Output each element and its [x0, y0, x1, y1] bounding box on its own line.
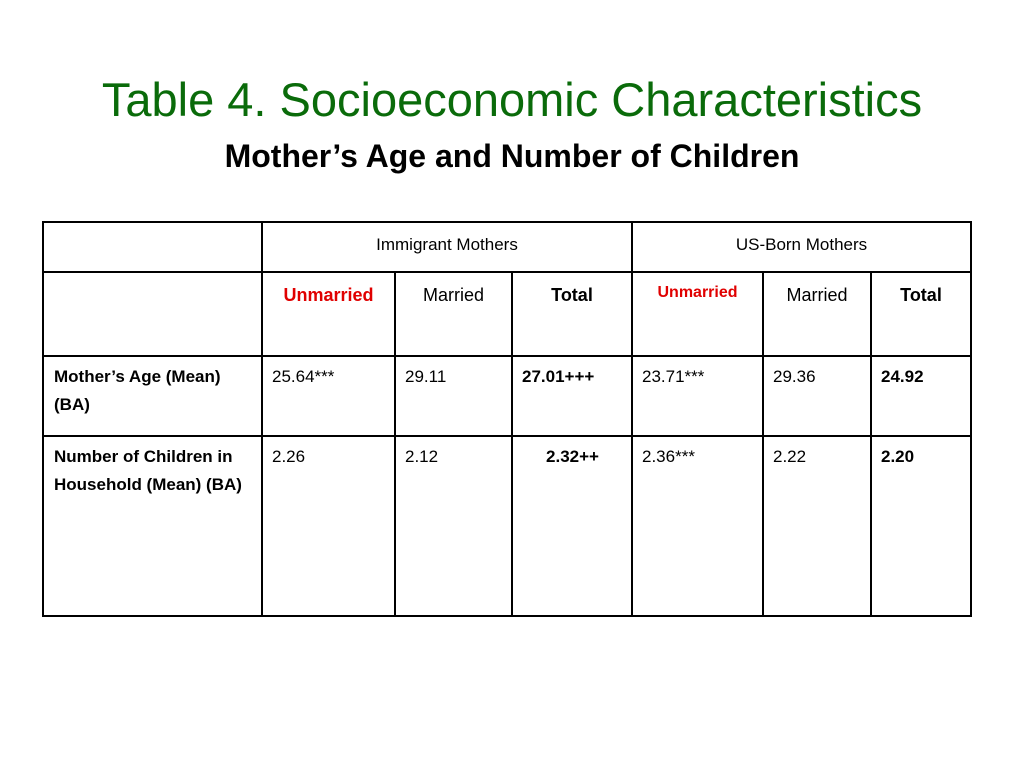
slide-subtitle: Mother’s Age and Number of Children [224, 138, 800, 174]
table-cell: 2.20 [871, 436, 971, 616]
immigrant-total-header: Total [512, 272, 632, 356]
table-cell: 2.12 [395, 436, 512, 616]
table-cell: 23.71*** [632, 356, 763, 436]
sub-header-row [43, 272, 971, 356]
us-born-unmarried-header: Unmarried [632, 272, 763, 356]
table-cell: 29.36 [763, 356, 871, 436]
table-cell: 2.32++ [512, 436, 632, 616]
slide-title: Table 4. Socioeconomic Characteristics [101, 73, 923, 126]
table-cell: 2.22 [763, 436, 871, 616]
table-cell: 2.36*** [632, 436, 763, 616]
table-cell: 2.26 [262, 436, 395, 616]
group-header-row [43, 222, 971, 272]
immigrant-married-header: Married [395, 272, 512, 356]
row-label-mothers-age: Mother’s Age (Mean) (BA) [43, 356, 262, 436]
us-born-total-header: Total [871, 272, 971, 356]
us-born-mothers-label: US-Born Mothers [735, 235, 868, 254]
empty-corner-cell [43, 222, 262, 272]
table-cell: 27.01+++ [512, 356, 632, 436]
immigrant-mothers-label: Immigrant Mothers [376, 235, 518, 254]
table-cell: 24.92 [871, 356, 971, 436]
us-born-married-header: Married [763, 272, 871, 356]
us-born-mothers-header [632, 222, 971, 272]
empty-label-cell [43, 272, 262, 356]
table-row [43, 436, 971, 616]
table-cell: 25.64*** [262, 356, 395, 436]
immigrant-mothers-header [262, 222, 632, 272]
row-label-number-of-children: Number of Children in Household (Mean) (BA) [43, 436, 262, 616]
socioeconomic-table [42, 221, 972, 617]
table-cell: 29.11 [395, 356, 512, 436]
immigrant-unmarried-header: Unmarried [262, 272, 395, 356]
table-row [43, 356, 971, 436]
